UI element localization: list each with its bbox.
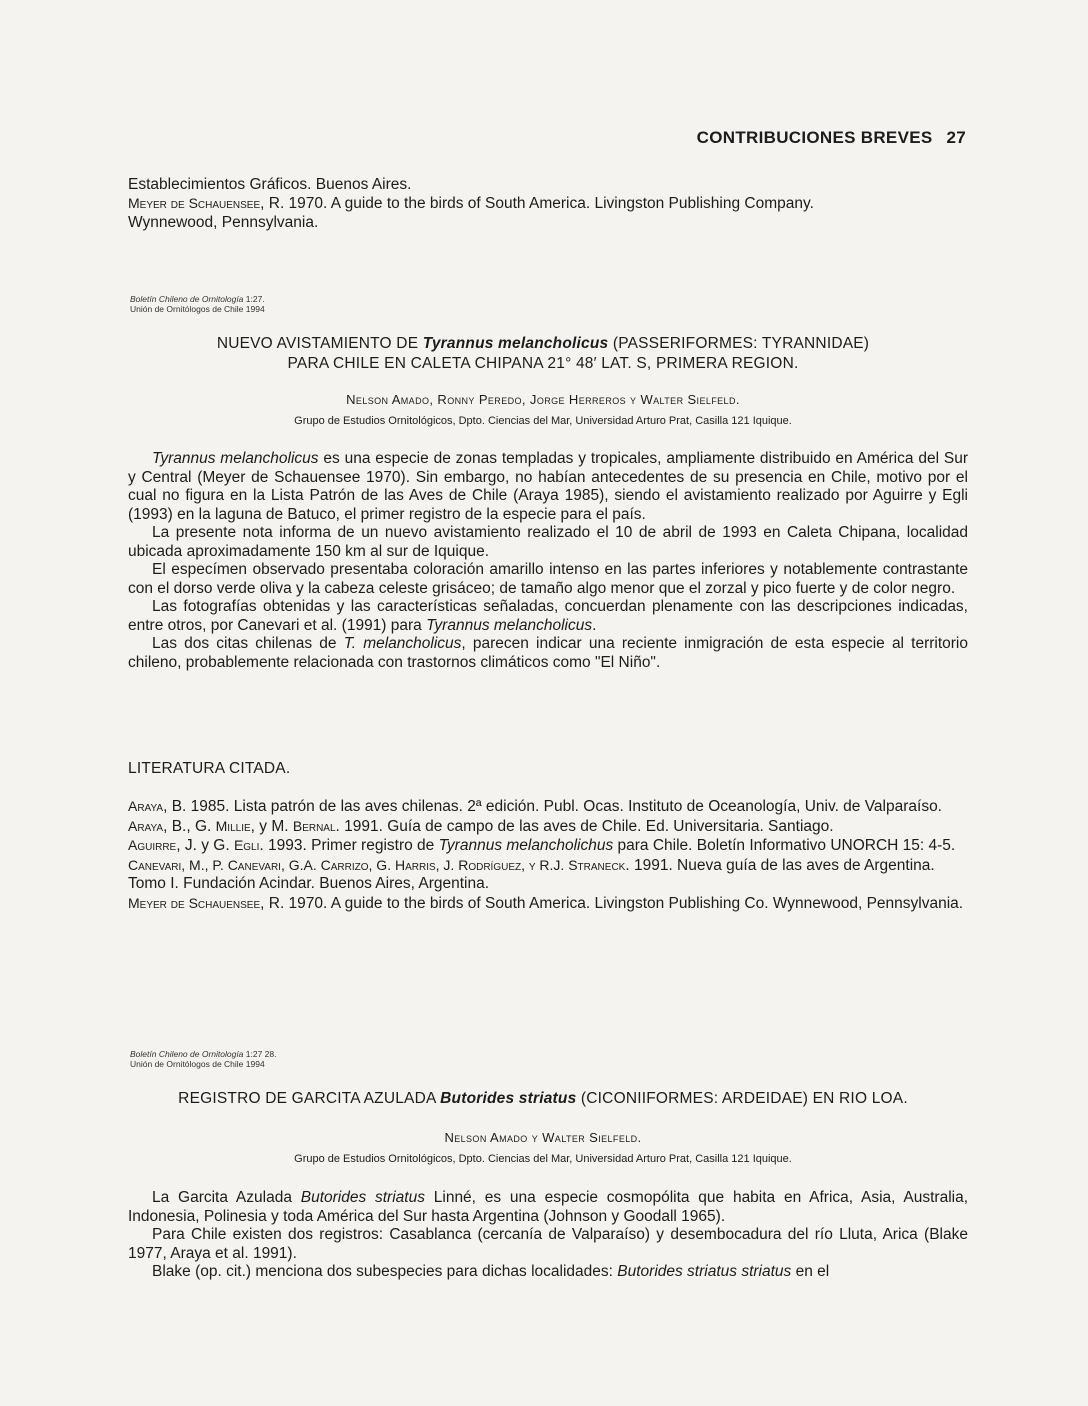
continued-references [128,175,978,232]
ref-text: , y M. [250,817,293,835]
article-authors: Nelson Amado, Ronny Peredo, Jorge Herreros y Walter Sielfeld. [346,392,740,407]
article-affiliation: Grupo de Estudios Ornitológicos, Dpto. Ciencias del Mar, Universidad Arturo Prat, Casilla 121 Iquique. [294,1153,792,1165]
journal-imprint [130,294,265,314]
ref-text: , B., G. [163,817,216,835]
ref-text: . 1993. Primer registro de [259,837,439,854]
title-text: REGISTRO DE GARCITA AZULADA [178,1090,441,1107]
journal-org: Unión de Ornitólogos de Chile 1994 [130,1059,265,1069]
ref-text: , R. 1970. A guide to the birds of South America. Livingston Publishing Co. Wynnewood, Pennsylvania. [260,894,964,912]
paragraph [128,1263,968,1282]
title-species: Tyrannus melancholicus [422,335,609,352]
ref-text: , R. 1970. A guide to the birds of South America. Livingston Publishing Company. [260,195,814,212]
running-header [697,128,966,148]
paragraph-text: La Garcita Azulada [152,1189,301,1206]
article-body [128,450,968,672]
article-affiliation: Grupo de Estudios Ornitológicos, Dpto. Ciencias del Mar, Universidad Arturo Prat, Casilla 121 Iquique. [294,415,792,427]
reference-item [128,836,968,856]
journal-pages: 1:27. [243,294,265,304]
journal-org: Unión de Ornitólogos de Chile 1994 [130,304,265,314]
ref-meyer [128,194,978,213]
paragraph-text: en el [791,1263,830,1280]
page-number: 27 [946,128,966,147]
reference-item [128,856,968,894]
paragraph-text: Las fotografías obtenidas y las características señaladas, concuerdan plenamente con las descripciones indicadas, entre otros, por Canevari et al. (1991) para [128,598,968,634]
ref-text: para Chile. Boletín Informativo UNORCH 15: 4-5. [613,837,956,854]
ref-author: Bernal [292,817,336,834]
ref-author: Aguirre [128,837,177,853]
species-name: Butorides striatus striatus [617,1263,792,1280]
literature-heading: LITERATURA CITADA. [128,760,291,777]
title-species: Butorides striatus [440,1090,577,1107]
journal-name: Boletín Chileno de Ornitología [130,294,244,304]
journal-name: Boletín Chileno de Ornitología [130,1049,244,1059]
paragraph: El especímen observado presentaba coloración amarillo intenso en las partes inferiores y notablemente contrastante con el dorso verde oliva y la cabeza celeste grisáceo; de tamaño algo menor que el zorzal y pico fuerte y de color negro. [128,561,968,597]
ref-author: Canevari, M., P. Canevari, G.A. Carrizo, G. Harris, J. Rodríguez, y R.J. Straneck [128,856,626,873]
paragraph [128,450,968,524]
species-name: Butorides striatus [300,1189,425,1206]
journal-imprint [130,1049,277,1069]
species-name: T. melancholicus [343,635,462,652]
ref-continuation-line: Establecimientos Gráficos. Buenos Aires. [128,176,412,193]
ref-meyer-line2: Wynnewood, Pennsylvania. [128,214,319,231]
paragraph: Para Chile existen dos registros: Casablanca (cercanía de Valparaíso) y desembocadura del río Lluta, Arica (Blake 1977, Araya et al. 1991). [128,1226,968,1262]
ref-text: , J. y G. [176,837,234,854]
journal-pages: 1:27 28. [243,1049,277,1059]
article-body [128,1189,968,1282]
ref-author: Egli [233,837,260,853]
reference-item [128,797,968,817]
paragraph [128,635,968,672]
article-title [128,334,958,374]
section-title: CONTRIBUCIONES BREVES [696,128,933,147]
article-authors: Nelson Amado y Walter Sielfeld. [444,1130,642,1145]
paragraph-text: . [592,616,597,634]
paragraph-text: , parecen indicar una reciente inmigración de esta especie al territorio chileno, probablemente relacionada con trastornos climáticos como "El Niño". [128,635,968,671]
reference-item [128,894,968,914]
ref-text: , B. 1985. Lista patrón de las aves chilenas. 2ª edición. Publ. Ocas. Instituto de Oceanología, Univ. de Valparaíso. [163,798,942,815]
ref-text: . 1991. Guía de campo de las aves de Chile. Ed. Universitaria. Santiago. [335,817,834,835]
article-title [128,1089,958,1109]
paragraph-text: Linné, es una especie cosmopólita que habita en Africa, Asia, Australia, Indonesia, Polinesia y toda América del Sur hasta Argentina (Johnson y Goodall 1965). [128,1189,969,1225]
paragraph-text: Las dos citas chilenas de [152,635,344,652]
title-line2: PARA CHILE EN CALETA CHIPANA 21° 48′ LAT. S, PRIMERA REGION. [287,355,799,372]
species-name: Tyrannus melancholicus [426,616,593,634]
species-name: Tyrannus melancholichus [438,837,614,854]
ref-author: Millie [215,817,251,834]
species-name: Tyrannus melancholicus [152,450,319,467]
title-text: (PASSERIFORMES: TYRANNIDAE) [608,335,870,352]
paragraph [128,598,968,635]
ref-author: Meyer de Schauensee [128,195,261,211]
paragraph: La presente nota informa de un nuevo avistamiento realizado el 10 de abril de 1993 en Caleta Chipana, localidad ubicada aproximadamente 150 km al sur de Iquique. [128,524,968,560]
title-text: NUEVO AVISTAMIENTO DE [216,335,423,352]
ref-text: . 1991. Nueva guía de las aves de Argentina. Tomo I. Fundación Acindar. Buenos Aires, Argentina. [128,856,935,892]
ref-author: Meyer de Schauensee [128,894,261,911]
ref-author: Araya [128,798,164,814]
title-text: (CICONIIFORMES: ARDEIDAE) EN RIO LOA. [576,1090,908,1107]
reference-item [128,817,968,837]
ref-author: Araya [128,817,164,834]
paragraph [128,1189,968,1226]
paragraph-text: Blake (op. cit.) menciona dos subespecies para dichas localidades: [152,1263,618,1280]
paragraph-text: es una especie de zonas templadas y tropicales, ampliamente distribuido en América del Sur y Central (Meyer de Schauensee 1970). Sin embargo, no habían antecedentes de su presencia en Chile, motivo por el cual no figura en la Lista Patrón de las Aves de Chile (Araya 1985), siendo el avistamiento realizado por Aguirre y Egli (1993) en la laguna de Batuco, el primer registro de la especie para el país. [128,450,968,523]
reference-list [128,797,968,913]
